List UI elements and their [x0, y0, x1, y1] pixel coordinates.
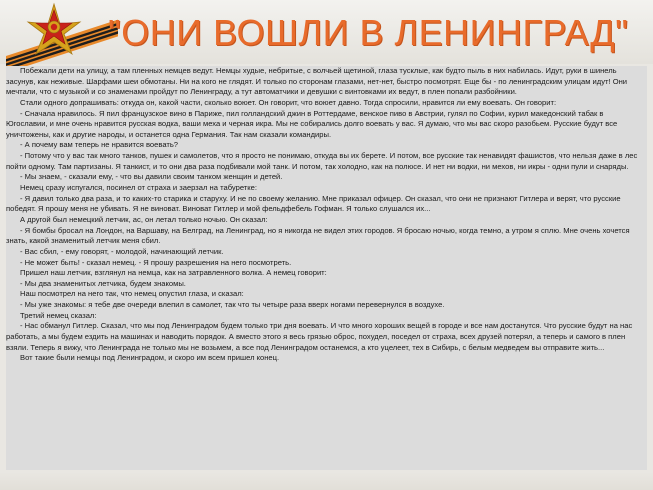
story-panel [6, 66, 647, 470]
paragraph: А другой был немецкий летчик, ас, он летал только ночью. Он сказал: [20, 214, 268, 224]
page-title: "ОНИ ВОШЛИ В ЛЕНИНГРАД" [108, 12, 629, 53]
paragraph: Побежали дети на улицу, а там пленных немцев ведут. Немцы худые, небритые, с волчьей щетиной, глаза тусклые, как будто пыль в них набилась. Идут, руки в шинель засунув, как неживые. Шарфами шеи обмотаны. Ни на кого не глядят. И только по сторонам глазами, нет-нет, быстро посмотрят. Еще бы - по ленинградским улицам идут! Они мечтали, что с музыкой и со знаменами пройдут по Ленинграду, а тут автоматчики и девушки с винтовками их ведут, в плен попали разбойники. [6, 66, 628, 97]
paragraph: - Я бомбы бросал на Лондон, на Варшаву, на Белград, на Ленинград, но я никогда не видел этих городов. Я бросаю ночью, когда темно, а утром я сплю. Мне очень хочется знать, какой знаменитый летчик меня сбил. [6, 225, 630, 246]
paragraph: - Вас сбил, - ему говорят, - молодой, начинающий летчик. [20, 246, 224, 256]
paragraph: - Нас обманул Гитлер. Сказал, что мы под Ленинградом будем только три дня воевать. И что много хороших вещей в городе и все нам достанутся. Что русские будут на нас работать, а мы будем ездить на машинах и наводить порядок. А вместо этого я весь грязью оброс, похудел, поседел от страха, всех друзей потерял, а теперь и самого в плен взяли. Теперь я вижу, что Ленинграда не только мы не возьмем, а все под Ленинградом останемся, а кто уцелеет, тех в Сибирь, с белым медведем вы отправите жить... [6, 321, 633, 352]
paragraph: - Мы уже знакомы: я тебе две очереди влепил в самолет, так что ты четыре раза вверх ногами перевернулся в воздухе. [20, 300, 445, 310]
story-text [6, 66, 647, 364]
paragraph: - Мы два знаменитых летчика, будем знакомы. [20, 278, 186, 288]
paragraph: Немец сразу испугался, посинел от страха и заерзал на табуретке: [20, 183, 258, 193]
paragraph: - Я давил только два раза, и то каких-то старика и старуху. И не по своему желанию. Мне приказал офицер. Он сказал, что они не признают Гитлера и верят, что русские победят. Я прошу меня не убивать. Я не виноват. Виноват Гитлер и мой фельдфебель Гофман. Я только слушался их... [6, 193, 621, 214]
paragraph: - Потому что у вас так много танков, пушек и самолетов, что я просто не понимаю, откуда вы их берете. И потом, все русские так ненавидят фашистов, что нельзя даже в лес пойти одному. Там партизаны. Я танкист, и то они два раза подбивали мой танк. И потом, так холодно, как на полюсе. И нет ни водки, ни мехов, ни икры - одни пули и снаряды. [6, 151, 638, 171]
paragraph: - А почему вам теперь не нравится воевать? [20, 140, 179, 150]
paragraph: - Не может быть! - сказал немец. - Я прошу разрешения на него посмотреть. [20, 257, 292, 267]
paragraph: Пришел наш летчик, взглянул на немца, как на затравленного волка. А немец говорит: [20, 268, 327, 278]
paragraph: - Мы знаем, - сказали ему, - что вы давили своим танком женщин и детей. [20, 172, 283, 182]
footer-band [0, 472, 653, 490]
paragraph: - Сначала нравилось. Я пил французское вино в Париже, пил голландский джин в Роттердаме, венское пиво в Австрии, гулял по Софии, курил македонский табак в Югославии, и мне очень нравится русская водка, ваши меха и черная икра. Мы не собирались долго воевать у вас. Я думаю, что мы вас скоро разобьем. Русские будут все уничтожены, как и другие народы, и останется одна Германия. Так нам сказали командиры. [6, 108, 618, 139]
paragraph: Вот такие были немцы под Ленинградом, и скоро им всем пришел конец. [20, 353, 280, 363]
order-of-patriotic-war-icon [6, 2, 118, 66]
paragraph: Наш посмотрел на него так, что немец опустил глаза, и сказал: [20, 289, 244, 299]
paragraph: Стали одного допрашивать: откуда он, какой части, сколько воюет. Он говорит, что воюет давно. Тогда спросили, нравится ли ему воевать. Он говорит: [20, 97, 557, 107]
paragraph: Третий немец сказал: [20, 310, 97, 320]
